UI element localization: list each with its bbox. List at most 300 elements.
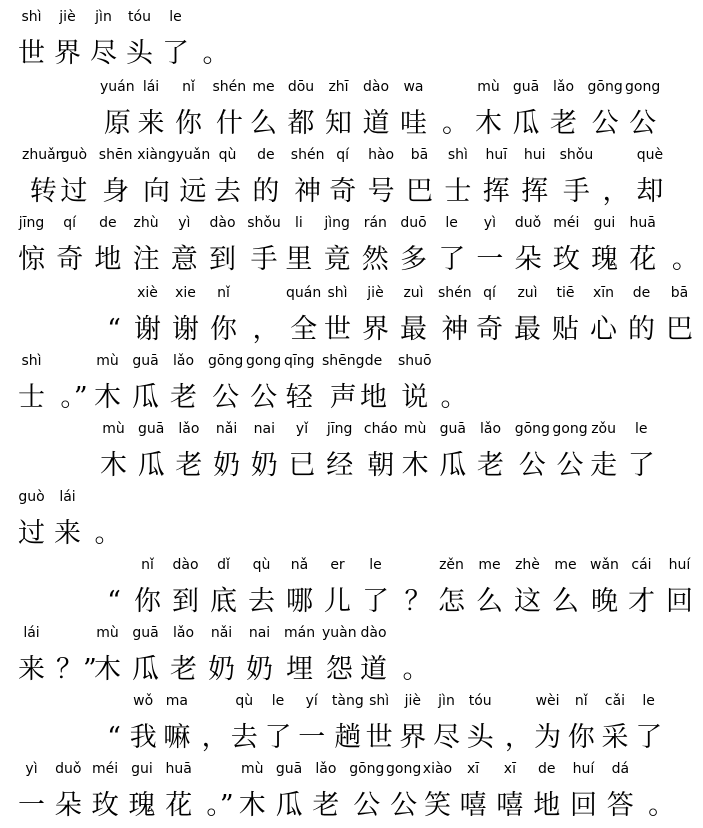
pinyin: le [369, 557, 382, 573]
hanzi: 转 [29, 176, 57, 207]
hanzi: 采 [601, 722, 629, 753]
ruby-char [312, 760, 339, 824]
ruby-char [172, 556, 199, 620]
hanzi: 来 [137, 108, 165, 139]
ruby-char [467, 692, 494, 756]
pinyin: yì [25, 761, 38, 777]
hanzi: 玫 [91, 790, 119, 821]
ruby-char [666, 284, 693, 348]
ruby-char [438, 556, 465, 620]
ruby-char [625, 78, 660, 142]
ruby-char [252, 146, 279, 210]
ruby-char [476, 556, 503, 620]
ruby-char [398, 352, 432, 416]
pinyin: le [635, 421, 648, 437]
text-line [0, 78, 693, 144]
hanzi: 奶 [250, 450, 278, 481]
ruby-char [162, 8, 189, 72]
pinyin: xiàng [137, 147, 176, 163]
ruby-char [438, 78, 474, 142]
ruby-char [362, 214, 389, 278]
ruby-char [210, 284, 237, 348]
ruby-char [360, 352, 387, 416]
ruby-char [433, 692, 460, 756]
ruby-char [552, 420, 587, 484]
pinyin: dào [360, 625, 387, 641]
hanzi: 木 [401, 450, 429, 481]
ruby-char [94, 624, 121, 688]
hanzi: 瓜 [137, 450, 165, 481]
hanzi: 么 [552, 586, 579, 617]
text-line [0, 284, 693, 350]
pinyin: dào [362, 79, 390, 95]
pinyin: cái [631, 557, 652, 573]
ruby-char [514, 556, 541, 620]
hanzi: 一 [298, 722, 326, 753]
pinyin: yí [305, 693, 318, 709]
pinyin: guā [132, 353, 159, 369]
pinyin: mù [96, 625, 119, 641]
hanzi: 贴 [552, 314, 579, 345]
hanzi: 这 [514, 586, 541, 617]
ruby-char [208, 624, 235, 688]
pinyin: gui [593, 215, 616, 231]
ruby-char [138, 78, 165, 142]
ruby-char [628, 420, 655, 484]
ruby-char [438, 284, 472, 348]
pinyin: tóu [128, 9, 151, 25]
pinyin: xie [175, 285, 196, 301]
pinyin: nǎi [210, 625, 233, 641]
hanzi: 去 [248, 586, 275, 617]
hanzi: 过 [60, 176, 88, 207]
pinyin: shēng [322, 353, 365, 369]
ruby-char [288, 78, 315, 142]
hanzi: 然 [361, 244, 389, 275]
ruby-char [96, 692, 132, 756]
pinyin: jiè [404, 693, 421, 709]
ruby-char [628, 284, 655, 348]
hanzi: 木 [94, 654, 121, 685]
ruby-char [362, 556, 389, 620]
ruby-char [208, 352, 243, 416]
hanzi: 。 [671, 244, 699, 275]
ruby-char [175, 78, 202, 142]
hanzi: 却 [636, 176, 664, 207]
pinyin: nai [253, 421, 275, 437]
pinyin: shì [327, 285, 348, 301]
pinyin: zhī [328, 79, 349, 95]
ruby-char [291, 146, 325, 210]
hanzi: 瑰 [591, 244, 618, 275]
pinyin: qí [483, 285, 496, 301]
hanzi: 你 [175, 108, 202, 139]
hanzi: 老 [175, 450, 203, 481]
ruby-char [18, 214, 45, 278]
pinyin: què [636, 147, 664, 163]
pinyin: lái [59, 489, 76, 505]
ruby-char [628, 556, 655, 620]
ruby-char [132, 352, 159, 416]
pinyin: xiè [137, 285, 158, 301]
pinyin: cháo [363, 421, 398, 437]
pinyin: hui [523, 147, 546, 163]
hanzi: 么 [476, 586, 503, 617]
ruby-char [398, 624, 434, 688]
ruby-char [94, 352, 121, 416]
ruby-char [239, 760, 266, 824]
hanzi: 士 [444, 176, 472, 207]
hanzi: 地 [533, 790, 561, 821]
hanzi: 远 [179, 176, 207, 207]
hanzi: 。” [60, 382, 88, 413]
pinyin: shén [212, 79, 247, 95]
ruby-char [438, 214, 465, 278]
hanzi: 道 [362, 108, 390, 139]
pinyin: duō [400, 215, 427, 231]
pinyin: bā [670, 285, 689, 301]
pinyin: nǐ [574, 693, 588, 709]
hanzi: 木 [238, 790, 266, 821]
hanzi: 士 [18, 382, 45, 413]
hanzi: 过 [18, 518, 45, 549]
ruby-char [132, 624, 159, 688]
ruby-char [209, 214, 236, 278]
ruby-char [298, 692, 325, 756]
pinyin: gong [246, 353, 282, 369]
hanzi: 嘻 [496, 790, 524, 821]
ruby-char [666, 556, 693, 620]
hanzi: 一 [18, 790, 45, 821]
text-line [0, 760, 693, 826]
pinyin: qù [218, 147, 237, 163]
pinyin: guā [138, 421, 165, 437]
hanzi: 哪 [286, 586, 313, 617]
hanzi: 世 [324, 314, 351, 345]
ruby-char [170, 624, 197, 688]
ruby-char [444, 146, 471, 210]
ruby-char [213, 420, 240, 484]
pinyin: duǒ [514, 215, 542, 231]
ruby-char [133, 214, 160, 278]
ruby-char [163, 692, 190, 756]
pinyin: mù [477, 79, 500, 95]
pinyin: me [252, 79, 275, 95]
ruby-char [90, 8, 117, 72]
hanzi: “ [107, 314, 121, 345]
ruby-char [553, 214, 580, 278]
ruby-char [360, 624, 387, 688]
hanzi: 瑰 [128, 790, 156, 821]
hanzi: 注 [132, 244, 160, 275]
ruby-char [284, 624, 315, 688]
hanzi: 趟 [334, 722, 362, 753]
ruby-char [18, 352, 45, 416]
hanzi: 经 [326, 450, 354, 481]
hanzi: 老 [312, 790, 340, 821]
ruby-char [18, 488, 45, 552]
text-line [0, 420, 693, 486]
hanzi: 公 [518, 450, 546, 481]
pinyin: ma [165, 693, 188, 709]
pinyin: huā [165, 761, 192, 777]
hanzi: 手 [562, 176, 590, 207]
pinyin: mù [102, 421, 125, 437]
ruby-char [364, 420, 398, 484]
hanzi: 答 [606, 790, 634, 821]
ruby-char [324, 284, 351, 348]
hanzi: 奇 [56, 244, 84, 275]
pinyin: guā [512, 79, 540, 95]
pinyin: yuàn [322, 625, 357, 641]
ruby-char [644, 760, 680, 824]
pinyin: shén [290, 147, 325, 163]
hanzi: 晚 [590, 586, 618, 617]
pinyin: gong [552, 421, 588, 437]
ruby-char [400, 214, 427, 278]
hanzi: 奶 [208, 654, 235, 685]
ruby-char [202, 760, 238, 824]
hanzi: 埋 [286, 654, 314, 685]
pinyin: shì [369, 693, 390, 709]
text-line [0, 8, 693, 74]
hanzi: 都 [287, 108, 315, 139]
ruby-char [172, 284, 199, 348]
hanzi: 一 [476, 244, 504, 275]
pinyin: nai [248, 625, 271, 641]
text-line [0, 352, 693, 418]
hanzi: 瓜 [132, 654, 159, 685]
hanzi: 说 [401, 382, 429, 413]
ruby-char [322, 352, 365, 416]
pinyin: er [330, 557, 345, 573]
ruby-char [515, 420, 550, 484]
hanzi: ， [252, 314, 280, 345]
ruby-char [483, 146, 510, 210]
ruby-char [436, 352, 472, 416]
pinyin: wèi [535, 693, 560, 709]
ruby-char [513, 78, 540, 142]
hanzi: 公 [212, 382, 240, 413]
pinyin: huí [668, 557, 691, 573]
hanzi: 界 [362, 314, 389, 345]
ruby-char [90, 488, 126, 552]
pinyin: li [295, 215, 303, 231]
ruby-char [476, 284, 503, 348]
hanzi: 老 [170, 654, 197, 685]
ruby-char [629, 214, 656, 278]
ruby-char [210, 556, 237, 620]
hanzi: 木 [100, 450, 127, 481]
ruby-char [213, 78, 247, 142]
hanzi: 界 [399, 722, 427, 753]
hanzi: 老 [550, 108, 577, 139]
ruby-char [400, 556, 436, 620]
pinyin: nǎ [290, 557, 309, 573]
pinyin: xīn [592, 285, 615, 301]
ruby-char [362, 284, 389, 348]
pinyin: jìn [95, 9, 112, 25]
pinyin: shì [447, 147, 468, 163]
hanzi: 。 [94, 518, 122, 549]
ruby-char [248, 556, 275, 620]
pinyin: guò [18, 489, 45, 505]
hanzi: 里 [285, 244, 313, 275]
hanzi: 最 [400, 314, 427, 345]
ruby-char [368, 146, 395, 210]
ruby-char [137, 146, 176, 210]
ruby-char [56, 624, 97, 688]
ruby-char [92, 760, 119, 824]
ruby-char [552, 284, 579, 348]
hanzi: 你 [210, 314, 237, 345]
pinyin: gui [131, 761, 153, 777]
pinyin: lǎo [479, 421, 502, 437]
pinyin: hào [368, 147, 395, 163]
pinyin: xī [467, 761, 480, 777]
pinyin: shì [21, 9, 42, 25]
ruby-char [96, 556, 132, 620]
ruby-char [590, 420, 617, 484]
hanzi: ？ [404, 586, 432, 617]
pinyin: yǐ [295, 421, 309, 437]
pinyin: guò [60, 147, 88, 163]
ruby-char [534, 692, 561, 756]
ruby-char [521, 146, 548, 210]
hanzi: 你 [567, 722, 595, 753]
pinyin: de [537, 761, 556, 777]
hanzi: 朝 [367, 450, 395, 481]
pinyin: quán [286, 285, 322, 301]
pinyin: qù [235, 693, 254, 709]
pinyin: yuǎn [175, 147, 211, 163]
pinyin: le [445, 215, 458, 231]
ruby-char [329, 146, 356, 210]
ruby-char [560, 146, 594, 210]
pinyin: de [364, 353, 383, 369]
ruby-char [197, 692, 233, 756]
hanzi: 。 [440, 382, 468, 413]
ruby-char [18, 624, 45, 688]
hanzi: 神 [441, 314, 469, 345]
ruby-char [134, 556, 161, 620]
hanzi: 了 [362, 586, 389, 617]
ruby-char [138, 420, 165, 484]
pinyin: shǒu [559, 147, 594, 163]
ruby-char [439, 420, 466, 484]
pinyin: le [642, 693, 655, 709]
ruby-char [496, 760, 523, 824]
hanzi: 谢 [172, 314, 199, 345]
ruby-char [128, 760, 155, 824]
ruby-char [126, 8, 153, 72]
ruby-char [590, 284, 617, 348]
ruby-char [171, 214, 198, 278]
pinyin: jìn [438, 693, 455, 709]
hanzi: 底 [210, 586, 237, 617]
pinyin: cǎi [604, 693, 626, 709]
pinyin: méi [92, 761, 119, 777]
hanzi: 回 [666, 586, 693, 617]
hanzi: 走 [590, 450, 618, 481]
hanzi: 笑 [423, 790, 451, 821]
pinyin: shuō [398, 353, 432, 369]
pinyin: lǎo [172, 625, 195, 641]
ruby-char [284, 352, 315, 416]
pinyin: qīng [284, 353, 315, 369]
pinyin: lǎo [178, 421, 200, 437]
pinyin: duǒ [55, 761, 82, 777]
hanzi: 为 [534, 722, 562, 753]
ruby-char [56, 214, 83, 278]
ruby-char [54, 488, 81, 552]
pinyin: gōng [349, 761, 385, 777]
ruby-char [325, 78, 352, 142]
hanzi: 瓜 [275, 790, 303, 821]
pinyin: yì [483, 215, 496, 231]
pinyin: jīng [18, 215, 45, 231]
ruby-char [324, 556, 351, 620]
ruby-char [324, 214, 351, 278]
hanzi: 了 [627, 450, 655, 481]
hanzi: 手 [250, 244, 278, 275]
ruby-char [400, 284, 427, 348]
hanzi: 挥 [521, 176, 549, 207]
ruby-char [570, 760, 597, 824]
hanzi: 尽 [433, 722, 460, 753]
hanzi: 界 [54, 38, 81, 69]
text-line [0, 488, 693, 554]
pinyin: zhuǎn [22, 147, 65, 163]
hanzi: 向 [142, 176, 170, 207]
pinyin: gōng [514, 421, 550, 437]
pinyin: wǎn [590, 557, 619, 573]
hanzi: 公 [629, 108, 657, 139]
hanzi: 竟 [323, 244, 351, 275]
ruby-char [366, 692, 393, 756]
pinyin: rán [363, 215, 387, 231]
hanzi: 瓜 [132, 382, 159, 413]
ruby-char [165, 760, 192, 824]
pinyin: shēn [98, 147, 133, 163]
hanzi: 巴 [666, 314, 693, 345]
pinyin: dào [172, 557, 199, 573]
hanzi: 什 [215, 108, 243, 139]
hanzi: 了 [438, 244, 466, 275]
ruby-char [475, 78, 502, 142]
hanzi: 巴 [406, 176, 433, 207]
ruby-char [247, 214, 281, 278]
pinyin: nǐ [182, 79, 195, 95]
hanzi: 花 [629, 244, 657, 275]
pinyin: nǐ [217, 285, 230, 301]
pinyin: shǒu [247, 215, 281, 231]
hanzi: 的 [252, 176, 280, 207]
ruby-char [286, 556, 313, 620]
hanzi: 神 [294, 176, 322, 207]
pinyin: bā [410, 147, 429, 163]
ruby-char [175, 420, 202, 484]
hanzi: 公 [390, 790, 418, 821]
hanzi: 原 [103, 108, 131, 139]
pinyin: jīng [326, 421, 353, 437]
hanzi: 。” [206, 790, 234, 821]
pinyin: zǒu [591, 421, 616, 437]
hanzi: 世 [18, 38, 45, 69]
hanzi: 朵 [54, 790, 82, 821]
hanzi: 公 [250, 382, 278, 413]
hanzi: “ [107, 586, 121, 617]
